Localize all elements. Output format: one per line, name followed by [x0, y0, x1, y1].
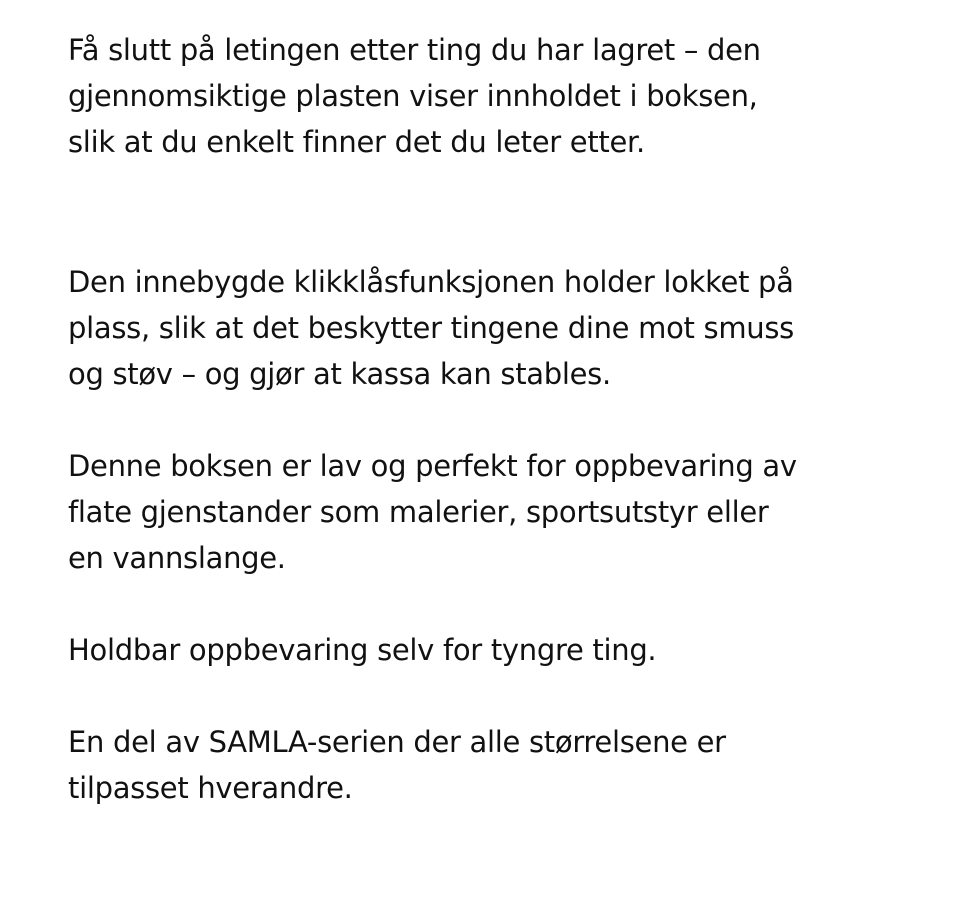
- description-paragraph-3: Denne boksen er lav og perfekt for oppbevaring av flate gjenstander som malerier, sportsutstyr eller en vannslange.: [68, 449, 797, 575]
- product-description: [68, 27, 928, 811]
- description-paragraph-5: En del av SAMLA-serien der alle størrelsene er tilpasset hverandre.: [68, 725, 726, 805]
- description-paragraph-4: Holdbar oppbevaring selv for tyngre ting.: [68, 633, 657, 667]
- description-paragraph-2: Den innebygde klikklåsfunksjonen holder lokket på plass, slik at det beskytter tingene dine mot smuss og støv – og gjør at kassa kan stables.: [68, 265, 794, 391]
- description-paragraph-1: Få slutt på letingen etter ting du har lagret – den gjennomsiktige plasten viser innholdet i boksen, slik at du enkelt finner det du leter etter.: [68, 33, 761, 159]
